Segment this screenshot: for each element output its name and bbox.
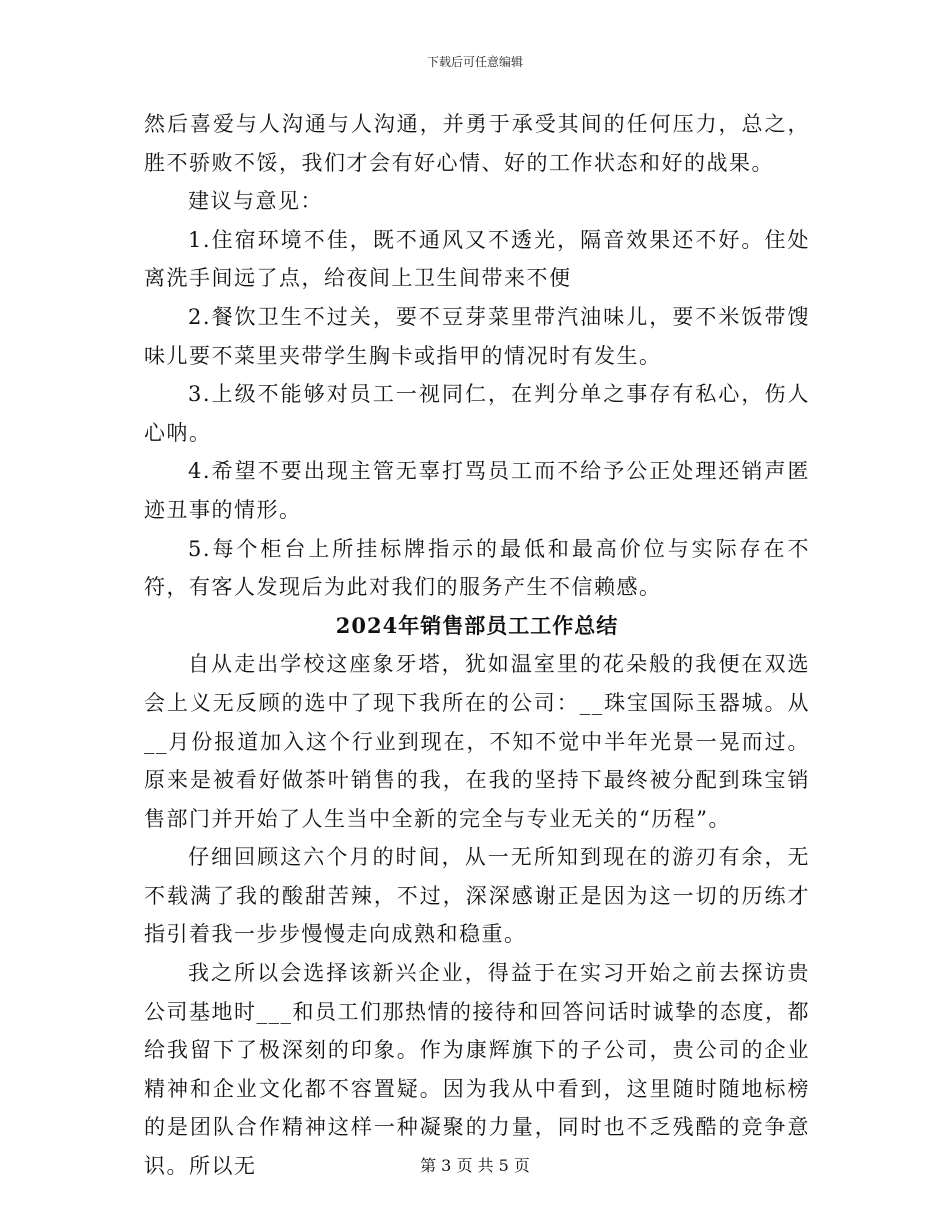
suggestion-item-1: 1.住宿环境不佳，既不通风又不透光，隔音效果还不好。住处离洗手间远了点，给夜间上卫生间带来不便 [144, 227, 810, 291]
body-paragraph: 仔细回顾这六个月的时间，从一无所知到现在的游刃有余，无不载满了我的酸甜苦辣，不过，深深感谢正是因为这一切的历练才指引着我一步步慢慢走向成熟和稳重。 [144, 845, 810, 947]
page-header-note: 下载后可任意编辑 [426, 55, 523, 69]
document-body [144, 105, 810, 1186]
suggestion-item-4: 4.希望不要出现主管无辜打骂员工而不给予公正处理还销声匿迹丑事的情形。 [144, 459, 810, 522]
suggestion-item-3: 3.上级不能够对员工一视同仁，在判分单之事存有私心，伤人心呐。 [144, 382, 810, 445]
suggestion-item-2: 2.餐饮卫生不过关，要不豆芽菜里带汽油味儿，要不米饭带馊味儿要不菜里夹带学生胸卡或指甲的情况时有发生。 [144, 304, 810, 368]
suggestions-heading: 建议与意见： [188, 189, 323, 214]
body-paragraph: 自从走出学校这座象牙塔，犹如温室里的花朵般的我便在双选会上义无反顾的选中了现下我所在的公司：__珠宝国际玉器城。从__月份报道加入这个行业到现在，不知不觉中半年光景一晃而过。原来是被看好做茶叶销售的我，在我的坚持下最终被分配到珠宝销售部门并开始了人生当中全新的完全与专业无关的“历程”。 [144, 652, 810, 831]
page-number: 第 3 页 共 5 页 [420, 1156, 530, 1175]
body-paragraph: 我之所以会选择该新兴企业，得益于在实习开始之前去探访贵公司基地时___和员工们那热情的接待和回答问话时诚挚的态度，都给我留下了极深刻的印象。作为康辉旗下的子公司，贵公司的企业精神和企业文化都不容置疑。因为我从中看到，这里随时随地标榜的是团队合作精神这样一种凝聚的力量，同时也不乏残酷的竞争意识。所以无 [144, 961, 810, 1179]
body-paragraph: 然后喜爱与人沟通与人沟通，并勇于承受其间的任何压力，总之，胜不骄败不馁，我们才会有好心情、好的工作状态和好的战果。 [144, 112, 810, 175]
suggestion-item-5: 5.每个柜台上所挂标牌指示的最低和最高价位与实际存在不符，有客人发现后为此对我们的服务产生不信赖感。 [144, 536, 810, 600]
section-title: 2024年销售部员工工作总结 [335, 612, 619, 638]
